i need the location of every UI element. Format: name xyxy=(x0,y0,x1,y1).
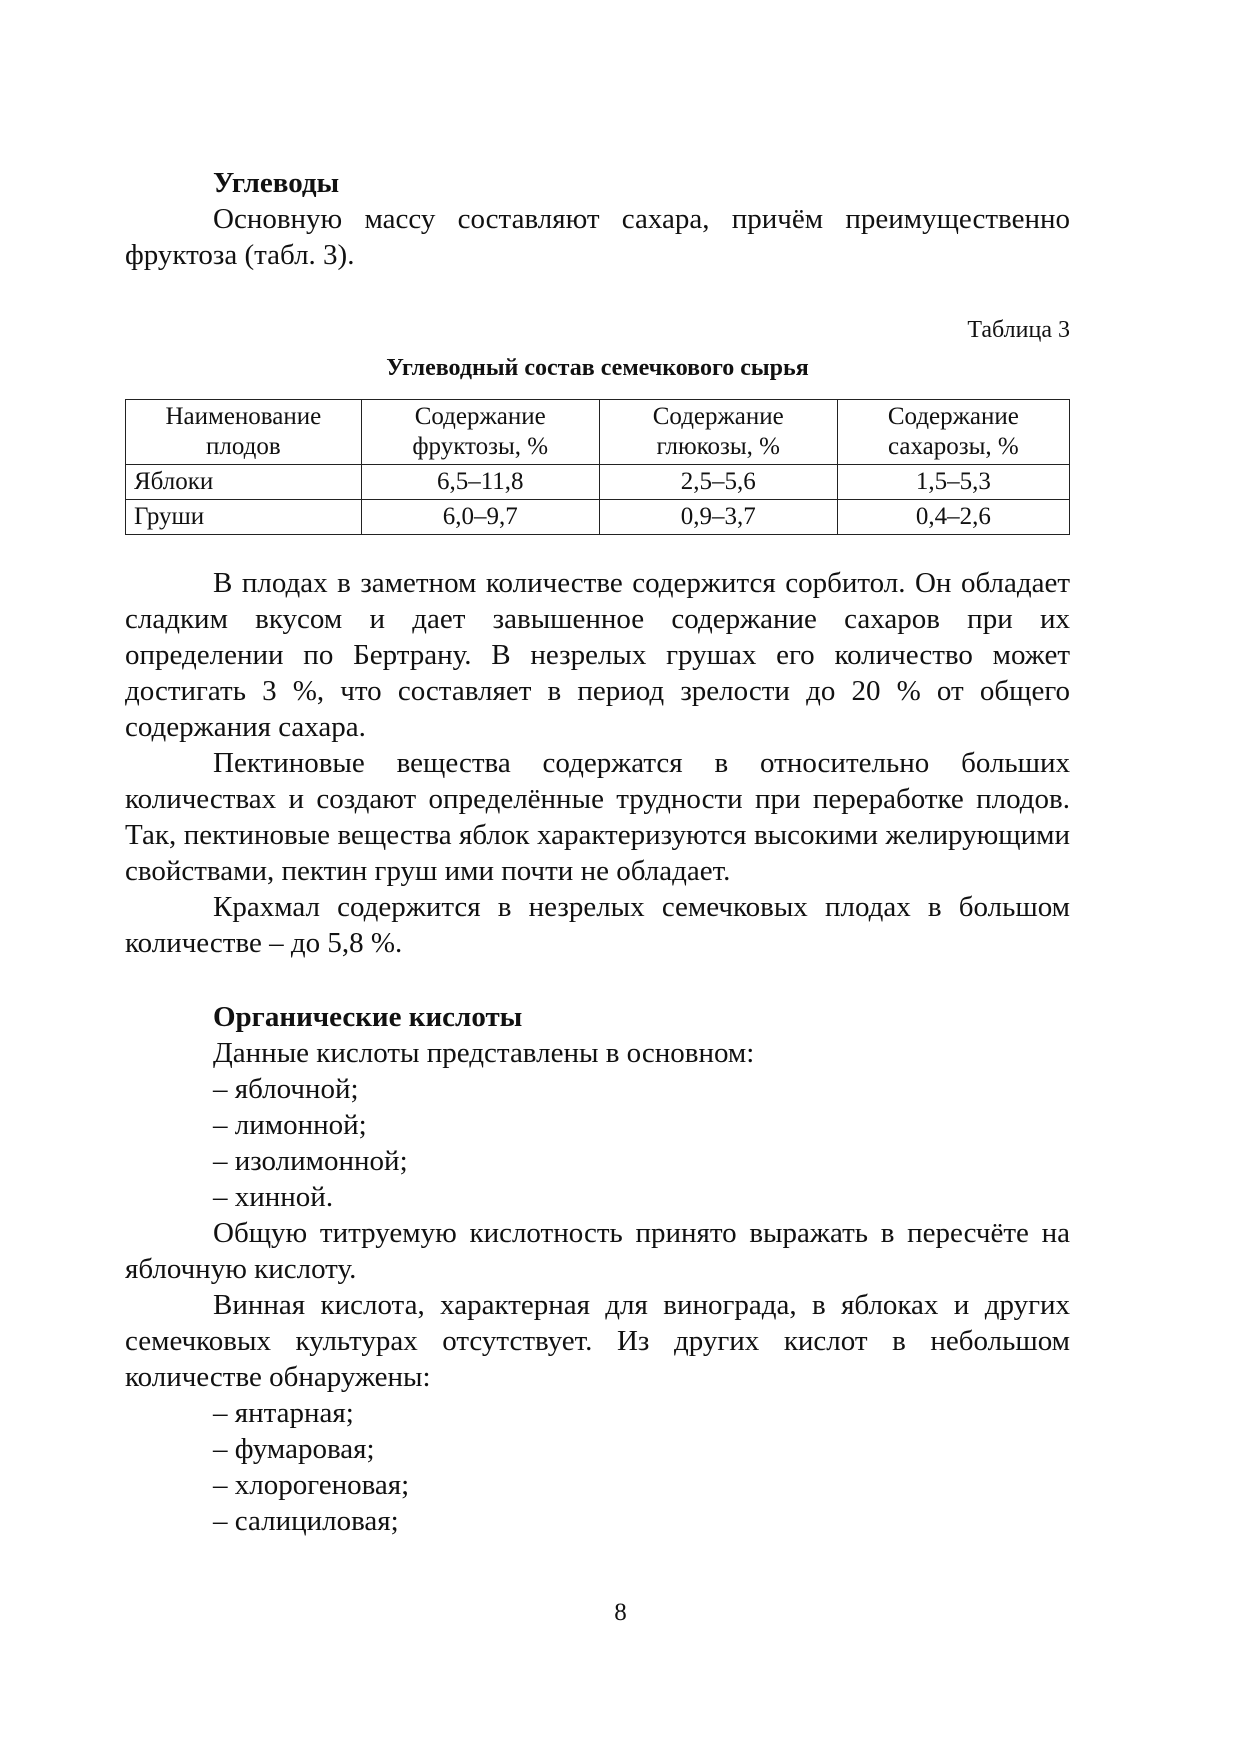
list-item: – хлорогеновая; xyxy=(213,1469,410,1501)
page-number: 8 xyxy=(614,1599,627,1626)
list-item: – лимонной; xyxy=(213,1109,367,1141)
page-content xyxy=(125,165,1070,1539)
table-title: Углеводный состав семечкового сырья xyxy=(386,355,809,381)
table-header-cell: Содержание сахарозы, % xyxy=(837,400,1069,465)
table-cell: Яблоки xyxy=(126,465,362,500)
list-item: – изолимонной; xyxy=(213,1145,408,1177)
table-header-cell: Наименование плодов xyxy=(126,400,362,465)
table-row xyxy=(126,465,1070,500)
list-item: – яблочной; xyxy=(213,1073,359,1105)
paragraph: В плодах в заметном количестве содержится сорбитол. Он обладает сладким вкусом и дает завышенное содержание сахаров при их определении по Бертрану. В незрелых грушах его количество может достигать 3 %, что составляет в период зрелости до 20 % от общего содержания сахара. xyxy=(125,567,1070,743)
paragraph: Общую титруемую кислотность принято выражать в пересчёте на яблочную кислоту. xyxy=(125,1217,1070,1285)
list-item: – хинной. xyxy=(213,1181,334,1213)
table-row xyxy=(126,500,1070,535)
table-cell: 6,0–9,7 xyxy=(361,500,599,535)
table-cell: 0,9–3,7 xyxy=(599,500,837,535)
table-number: Таблица 3 xyxy=(967,317,1070,343)
section-heading-organic-acids: Органические кислоты xyxy=(213,1001,523,1033)
paragraph: Пектиновые вещества содержатся в относительно больших количествах и создают определённые трудности при переработке плодов. Так, пектиновые вещества яблок характеризуются высокими желирующими свойствами, пектин груш ими почти не обладает. xyxy=(125,747,1070,887)
paragraph: Основную массу составляют сахара, причём преимущественно фруктоза (табл. 3). xyxy=(125,203,1070,271)
table-cell: 1,5–5,3 xyxy=(837,465,1069,500)
paragraph: Данные кислоты представлены в основном: xyxy=(213,1037,755,1069)
table-cell: 2,5–5,6 xyxy=(599,465,837,500)
table-header-cell: Содержание глюкозы, % xyxy=(599,400,837,465)
list-item: – янтарная; xyxy=(213,1397,354,1429)
table-header-cell: Содержание фруктозы, % xyxy=(361,400,599,465)
table-cell: 0,4–2,6 xyxy=(837,500,1069,535)
list-item: – салициловая; xyxy=(213,1505,399,1537)
paragraph: Крахмал содержится в незрелых семечковых плодах в большом количестве – до 5,8 %. xyxy=(125,891,1070,959)
section-heading-carbohydrates: Углеводы xyxy=(213,167,340,199)
carbohydrate-table xyxy=(125,399,1070,535)
list-item: – фумаровая; xyxy=(213,1433,375,1465)
table-header-row xyxy=(126,400,1070,465)
paragraph: Винная кислота, характерная для винограда, в яблоках и других семечковых культурах отсутствует. Из других кислот в небольшом количестве обнаружены: xyxy=(125,1289,1070,1393)
table-cell: Груши xyxy=(126,500,362,535)
table-cell: 6,5–11,8 xyxy=(361,465,599,500)
